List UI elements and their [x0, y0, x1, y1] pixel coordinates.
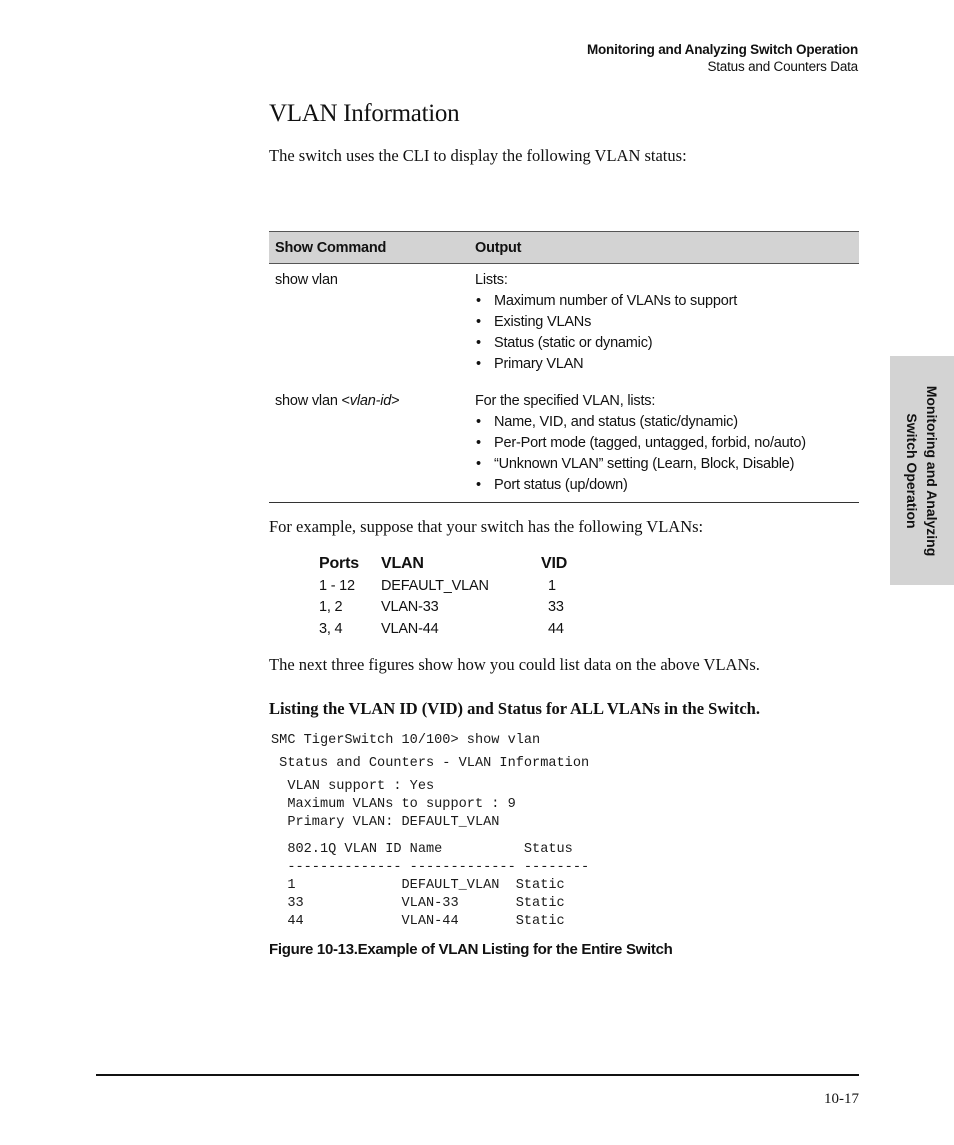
- terminal-row: 1 DEFAULT_VLAN Static: [271, 878, 565, 893]
- list-item-text: Existing VLANs: [494, 314, 592, 330]
- ports-cell: 3, 4: [319, 620, 343, 637]
- table-header-row: [313, 553, 573, 575]
- ports-cell: 1 - 12: [319, 577, 355, 594]
- list-item-text: Name, VID, and status (static/dynamic): [494, 414, 738, 430]
- terminal-row: 33 VLAN-33 Static: [271, 896, 565, 911]
- list-item: [475, 354, 853, 375]
- bullet-glyph: •: [476, 314, 481, 330]
- list-item: [475, 454, 853, 475]
- list-item-text: Status (static or dynamic): [494, 335, 653, 351]
- bullet-glyph: •: [476, 293, 481, 309]
- list-item: [475, 333, 853, 354]
- figure-caption: Figure 10-13.Example of VLAN Listing for the Entire Switch: [269, 941, 673, 958]
- page-number: 10-17: [824, 1091, 859, 1107]
- bullet-glyph: •: [476, 477, 481, 493]
- section-subheading: Listing the VLAN ID (VID) and Status for ALL VLANs in the Switch.: [269, 699, 760, 718]
- vlan-cell: DEFAULT_VLAN: [381, 577, 489, 594]
- side-tab-label: [902, 385, 942, 556]
- terminal-primary-line: Primary VLAN: DEFAULT_VLAN: [271, 815, 500, 830]
- vid-cell: 44: [548, 620, 564, 637]
- show-command-table: [269, 231, 859, 503]
- output-bullet-list: [475, 412, 853, 496]
- list-item: [475, 412, 853, 433]
- table-row: [269, 264, 859, 386]
- terminal-screenshot: [271, 732, 589, 931]
- bullet-glyph: •: [476, 456, 481, 472]
- column-header-vlan: VLAN: [381, 555, 424, 572]
- command-prefix: show vlan <: [275, 393, 350, 409]
- vid-cell: 1: [548, 577, 556, 594]
- list-item-text: Maximum number of VLANs to support: [494, 293, 738, 309]
- table-row: [313, 597, 573, 619]
- intro-paragraph: The switch uses the CLI to display the following VLAN status:: [269, 146, 687, 165]
- column-header-output: Output: [469, 232, 859, 264]
- footer-rule: [96, 1074, 859, 1076]
- bullet-glyph: •: [476, 335, 481, 351]
- command-suffix: >: [391, 393, 400, 409]
- output-label: For the specified VLAN, lists:: [475, 393, 656, 409]
- column-header-vid: VID: [541, 555, 568, 572]
- terminal-rule: -------------- ------------- --------: [271, 860, 590, 875]
- ports-cell: 1, 2: [319, 599, 343, 616]
- command-cell: [269, 385, 469, 503]
- running-header: [587, 41, 858, 75]
- command-argument: vlan-id: [349, 393, 392, 409]
- list-item: [475, 291, 853, 312]
- list-item-text: Per-Port mode (tagged, untagged, forbid, no/auto): [494, 435, 806, 451]
- vlan-cell: VLAN-33: [381, 599, 439, 616]
- bullet-glyph: •: [476, 356, 481, 372]
- vid-cell: 33: [548, 599, 564, 616]
- running-header-section: Monitoring and Analyzing Switch Operation: [586, 42, 858, 57]
- table-row: [269, 385, 859, 503]
- output-cell: [469, 264, 859, 386]
- side-tab-line: Switch Operation: [904, 412, 920, 529]
- output-cell: [469, 385, 859, 503]
- terminal-row: 44 VLAN-44 Static: [271, 914, 565, 929]
- list-item: [475, 312, 853, 333]
- column-header-show-command: Show Command: [269, 232, 469, 264]
- list-item-text: Primary VLAN: [494, 356, 584, 372]
- example-paragraph: For example, suppose that your switch has the following VLANs:: [269, 517, 704, 536]
- terminal-support-line: VLAN support : Yes: [271, 779, 435, 794]
- list-item-text: Port status (up/down): [494, 477, 628, 493]
- output-bullet-list: [475, 291, 853, 375]
- table-header-row: [269, 232, 859, 264]
- terminal-max-line: Maximum VLANs to support : 9: [271, 797, 516, 812]
- bullet-glyph: •: [476, 435, 481, 451]
- output-label: Lists:: [475, 272, 508, 288]
- list-item: [475, 475, 853, 496]
- page-title: VLAN Information: [269, 100, 460, 127]
- column-header-ports: Ports: [319, 555, 359, 572]
- table-row: [313, 575, 573, 597]
- list-item-text: “Unknown VLAN” setting (Learn, Block, Disable): [494, 456, 795, 472]
- vlan-cell: VLAN-44: [381, 620, 439, 637]
- figures-intro-paragraph: The next three figures show how you could list data on the above VLANs.: [269, 655, 760, 674]
- terminal-screen-title: Status and Counters - VLAN Information: [271, 756, 590, 771]
- side-tab-line: Monitoring and Analyzing: [924, 385, 940, 556]
- terminal-column-header: 802.1Q VLAN ID Name Status: [271, 842, 573, 857]
- terminal-prompt-line: SMC TigerSwitch 10/100> show vlan: [271, 733, 541, 748]
- list-item: [475, 433, 853, 454]
- table-row: [313, 618, 573, 640]
- vlan-example-table: [313, 553, 573, 640]
- chapter-side-tab: [890, 356, 954, 585]
- command-cell: show vlan: [275, 272, 338, 288]
- bullet-glyph: •: [476, 414, 481, 430]
- running-header-subsection: Status and Counters Data: [707, 59, 858, 74]
